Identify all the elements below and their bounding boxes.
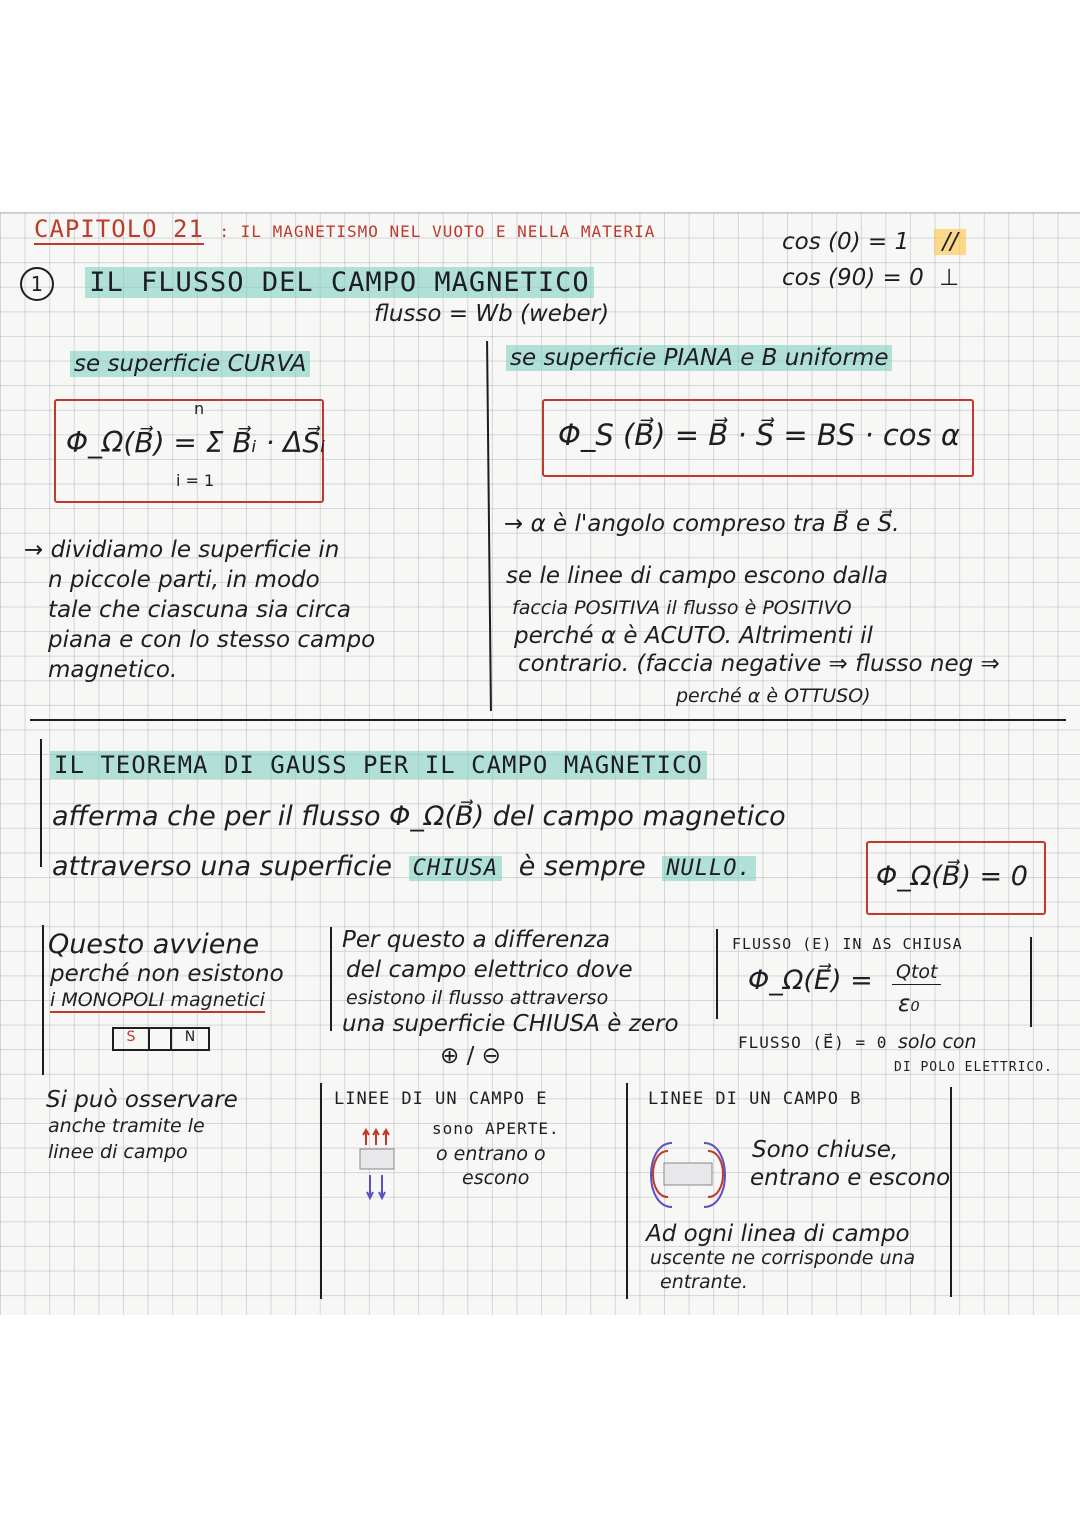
note-line: Sono chiuse, xyxy=(752,1137,899,1163)
section-number-circle: 1 xyxy=(20,267,54,301)
note-line: entrano e escono xyxy=(750,1165,951,1191)
statement-closed: CHIUSA xyxy=(409,856,502,881)
notebook-page xyxy=(0,212,1080,1315)
chapter-number: CAPITOLO 21 xyxy=(34,215,204,243)
field-e-column-divider xyxy=(320,1083,322,1299)
field-b-column-divider xyxy=(626,1083,628,1299)
cos-zero-text: cos (0) = 1 xyxy=(782,229,910,255)
zero-electric-flux: FLUSSO (E⃗) = 0 xyxy=(738,1033,888,1052)
section-separator xyxy=(30,719,1066,721)
note-line: Questo avviene xyxy=(48,929,260,960)
note-line: una superficie CHIUSA è zero xyxy=(342,1011,679,1037)
note-line: linee di campo xyxy=(48,1141,188,1163)
closed-field-lines-icon xyxy=(648,1133,728,1213)
cos-ninety-note xyxy=(782,267,959,290)
open-field-lines-drawing xyxy=(356,1127,398,1207)
note-line: faccia POSITIVA il flusso è POSITIVO xyxy=(512,597,852,619)
note-line: sono APERTE. xyxy=(432,1119,560,1138)
section-1-divider xyxy=(486,341,492,711)
angle-note: → α è l'angolo compreso tra B⃗ e S⃗. xyxy=(504,511,900,537)
flat-flux-formula-box xyxy=(542,399,974,477)
monopoli-text: i MONOPOLI magnetici xyxy=(50,989,265,1011)
sum-lower-index: i = 1 xyxy=(176,471,215,490)
note-line: tale che ciascuna sia circa xyxy=(48,597,351,623)
statement-null: NULLO. xyxy=(662,856,755,881)
note-line: perché α è OTTUSO) xyxy=(676,685,871,707)
note-line: Si può osservare xyxy=(46,1087,238,1113)
gauss-formula-box xyxy=(866,841,1046,915)
field-e-lines-title: LINEE DI UN CAMPO E xyxy=(334,1089,548,1109)
closed-field-lines-drawing xyxy=(648,1133,728,1213)
gauss-heading xyxy=(50,753,707,777)
flat-surface-label-text: se superficie PIANA e B uniforme xyxy=(506,345,892,371)
gauss-statement-line-2 xyxy=(52,853,756,880)
statement-part: attraverso una superficie xyxy=(52,851,393,882)
note-line: del campo elettrico dove xyxy=(346,957,633,983)
note-line: perché α è ACUTO. Altrimenti il xyxy=(514,623,873,649)
gauss-formula: Φ_Ω(B⃗) = 0 xyxy=(876,861,1028,892)
sum-upper-index: n xyxy=(194,399,205,418)
note-line: piana e con lo stesso campo xyxy=(48,627,376,653)
cos-zero-note xyxy=(782,231,966,254)
note-line: anche tramite le xyxy=(48,1115,205,1137)
zero-flux-note-1: solo con xyxy=(898,1031,977,1053)
magnet-south-pole: S xyxy=(114,1029,150,1049)
electric-flux-formula: Φ_Ω(E⃗) = xyxy=(748,965,873,996)
note-line: Per questo a differenza xyxy=(342,927,610,953)
flat-surface-label xyxy=(506,347,892,370)
curved-surface-label-text: se superficie CURVA xyxy=(70,351,310,377)
note-line: perché non esistono xyxy=(50,961,284,987)
cos-ninety-text: cos (90) = 0 xyxy=(782,265,924,291)
note-line: magnetico. xyxy=(48,657,178,683)
curved-flux-formula-box xyxy=(54,399,324,503)
note-line: Ad ogni linea di campo xyxy=(646,1221,910,1247)
chapter-title xyxy=(34,217,655,241)
flux-e-column-divider xyxy=(716,929,718,1019)
note-line: se le linee di campo escono dalla xyxy=(506,563,889,589)
flux-unit: flusso = Wb (weber) xyxy=(374,301,610,327)
note-line xyxy=(50,991,265,1010)
magnet-middle xyxy=(150,1029,172,1049)
note-line: o entrano o xyxy=(436,1143,546,1165)
magnet-north-pole: N xyxy=(184,1029,196,1045)
note-line: → dividiamo le superficie in xyxy=(24,537,340,563)
flux-denominator: ε₀ xyxy=(898,991,920,1017)
curved-surface-label xyxy=(70,353,310,376)
gauss-bracket xyxy=(40,739,42,867)
flux-e-right-border xyxy=(1030,937,1032,1027)
parallel-mark: // xyxy=(934,229,966,255)
flat-flux-formula: Φ_S (B⃗) = B⃗ · S⃗ = BS · cos α xyxy=(558,418,960,452)
note-line: contrario. (faccia negative ⇒ flusso neg ⇒ xyxy=(518,651,1000,677)
gauss-statement-line-1: afferma che per il flusso Φ_Ω(B⃗) del campo magnetico xyxy=(52,801,786,832)
bar-magnet xyxy=(112,1027,210,1051)
electric-column-divider xyxy=(330,927,332,1031)
section-1-title: IL FLUSSO DEL CAMPO MAGNETICO xyxy=(85,267,593,298)
electric-flux-title: FLUSSO (E) IN ΔS CHIUSA xyxy=(732,935,963,953)
perpendicular-mark: ⊥ xyxy=(939,265,960,291)
charge-symbols: ⊕ / ⊖ xyxy=(440,1043,501,1069)
curved-flux-formula: Φ_Ω(B⃗) = Σ B⃗ᵢ · ΔS⃗ᵢ xyxy=(66,426,326,459)
note-line: escono xyxy=(462,1167,530,1189)
statement-part: è sempre xyxy=(518,851,646,882)
note-line: entrante. xyxy=(660,1271,748,1293)
zero-flux-note-2: DI POLO ELETTRICO. xyxy=(894,1060,1053,1075)
section-1-heading xyxy=(20,267,594,301)
field-b-lines-title: LINEE DI UN CAMPO B xyxy=(648,1089,862,1109)
open-field-lines-icon xyxy=(356,1127,398,1207)
field-b-right-border xyxy=(950,1087,952,1297)
chapter-subtitle: : IL MAGNETISMO NEL VUOTO E NELLA MATERIA xyxy=(219,222,656,241)
gauss-heading-text: IL TEOREMA DI GAUSS PER IL CAMPO MAGNETICO xyxy=(50,751,707,779)
note-line: esistono il flusso attraverso xyxy=(346,987,609,1009)
note-line: uscente ne corrisponde una xyxy=(650,1247,916,1269)
monopoli-bracket xyxy=(42,925,44,1075)
note-line: n piccole parti, in modo xyxy=(48,567,320,593)
flux-numerator: Qtot xyxy=(892,963,941,985)
